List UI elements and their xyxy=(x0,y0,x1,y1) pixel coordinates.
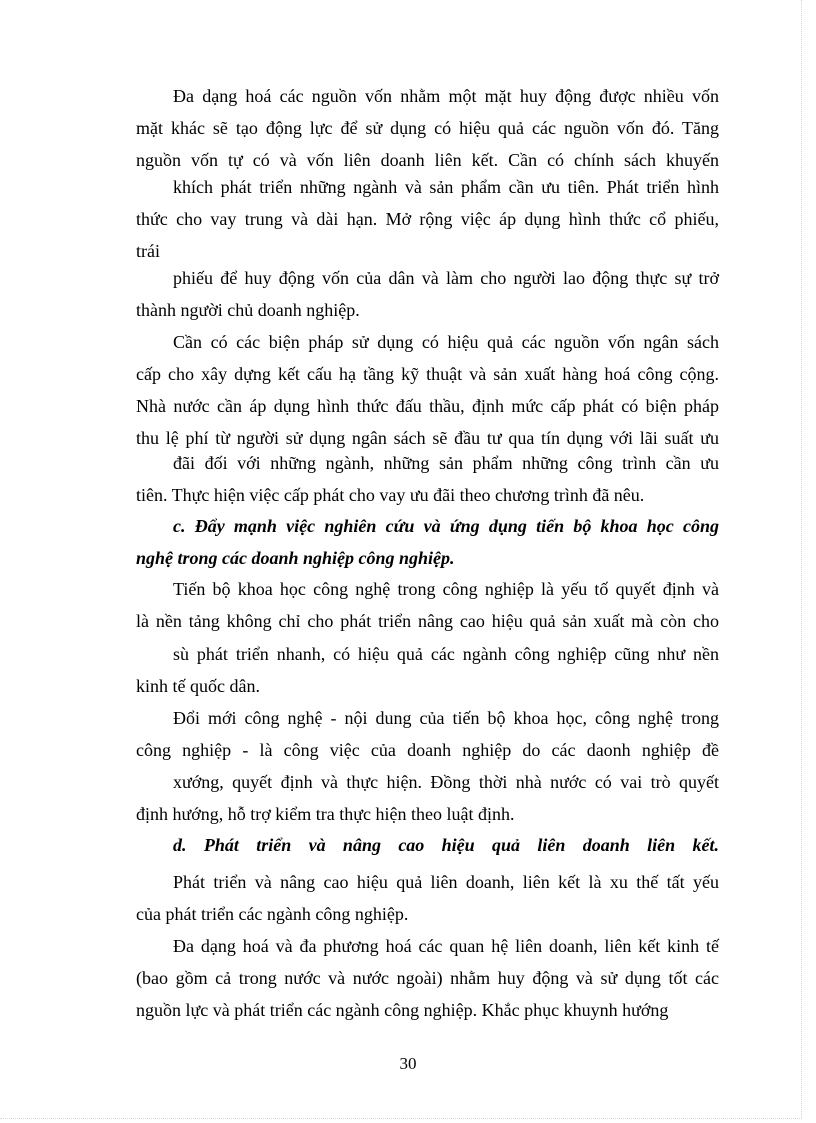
text-line: kinh tế quốc dân. xyxy=(136,676,260,696)
text-line: Đổi mới công nghệ - nội dung của tiến bộ khoa học, công nghệ trong xyxy=(173,708,719,728)
text-line: thu lệ phí từ người sử dụng ngân sách sẽ đầu tư qua tín dụng với lãi suất ưu xyxy=(136,428,719,448)
text-line: (bao gồm cả trong nước và nước ngoài) nhằm huy động và sử dụng tốt các xyxy=(136,968,719,988)
text-line: xướng, quyết định và thực hiện. Đồng thời nhà nước có vai trò quyết xyxy=(173,772,719,792)
text-line: thức cho vay trung và dài hạn. Mở rộng việc áp dụng hình thức cổ phiếu, xyxy=(136,209,719,229)
text-line: tiên. Thực hiện việc cấp phát cho vay ưu đãi theo chương trình đã nêu. xyxy=(136,485,645,505)
paragraph-priority-sectors xyxy=(136,171,719,267)
paragraph-state-role xyxy=(136,766,719,830)
paragraph-fast-development xyxy=(136,638,719,702)
text-line: trái xyxy=(136,241,160,261)
paragraph-tech-innovation xyxy=(136,702,719,766)
paragraph-joint-venture-trend xyxy=(136,866,719,930)
text-line: nguồn lực và phát triển các ngành công nghiệp. Khắc phục khuynh hướng xyxy=(136,1000,669,1020)
section-heading-d xyxy=(136,829,719,861)
text-line: Đa dạng hoá các nguồn vốn nhằm một mặt huy động được nhiều vốn xyxy=(173,86,719,106)
paragraph-capital-diversification xyxy=(136,80,719,176)
text-line: cấp cho xây dựng kết cấu hạ tầng kỹ thuật và sản xuất hàng hoá công cộng. xyxy=(136,364,719,384)
text-line: Tiến bộ khoa học công nghệ trong công nghiệp là yếu tố quyết định và xyxy=(173,579,719,599)
paragraph-tech-progress xyxy=(136,573,719,637)
paragraph-preferential-loans xyxy=(136,447,719,511)
heading-line: d. Phát triển và nâng cao hiệu quả liên doanh liên kết. xyxy=(173,835,719,855)
text-line: Nhà nước cần áp dụng hình thức đấu thầu, định mức cấp phát có biện pháp xyxy=(136,396,719,416)
text-line: công nghiệp - là công việc của doanh nghiệp do các daonh nghiệp đề xyxy=(136,740,719,760)
paragraph-state-budget xyxy=(136,326,719,454)
heading-line: c. Đẩy mạnh việc nghiên cứu và ứng dụng tiến bộ khoa học công xyxy=(173,516,719,536)
text-line: khích phát triển những ngành và sản phẩm cần ưu tiên. Phát triển hình xyxy=(173,177,719,197)
text-line: thành người chủ doanh nghiệp. xyxy=(136,300,360,320)
text-line: Cần có các biện pháp sử dụng có hiệu quả các nguồn vốn ngân sách xyxy=(173,332,719,352)
text-line: định hướng, hỗ trợ kiểm tra thực hiện theo luật định. xyxy=(136,804,515,824)
text-line: sù phát triển nhanh, có hiệu quả các ngành công nghiệp cũng như nền xyxy=(173,644,719,664)
text-line: nguồn vốn tự có và vốn liên doanh liên kết. Cần có chính sách khuyến xyxy=(136,150,719,170)
page-number: 30 xyxy=(399,1054,417,1073)
text-line: đãi đối với những ngành, những sản phẩm những công trình cần ưu xyxy=(173,453,719,473)
text-line: Phát triển và nâng cao hiệu quả liên doanh, liên kết là xu thế tất yếu xyxy=(173,872,719,892)
page-border-bottom xyxy=(0,1118,802,1119)
text-line: mặt khác sẽ tạo động lực để sử dụng có hiệu quả các nguồn vốn đó. Tăng xyxy=(136,118,719,138)
paragraph-diversify-relations xyxy=(136,930,719,1026)
text-line: là nền tảng không chỉ cho phát triển nâng cao hiệu quả sản xuất mà còn cho xyxy=(136,611,719,631)
heading-line: nghệ trong các doanh nghiệp công nghiệp. xyxy=(136,548,455,568)
text-line: phiếu để huy động vốn của dân và làm cho người lao động thực sự trở xyxy=(173,268,719,288)
section-heading-c xyxy=(136,510,719,574)
page-border-right xyxy=(801,0,802,1118)
paragraph-bonds xyxy=(136,262,719,326)
text-line: Đa dạng hoá và đa phương hoá các quan hệ liên doanh, liên kết kinh tế xyxy=(173,936,719,956)
text-line: của phát triển các ngành công nghiệp. xyxy=(136,904,409,924)
